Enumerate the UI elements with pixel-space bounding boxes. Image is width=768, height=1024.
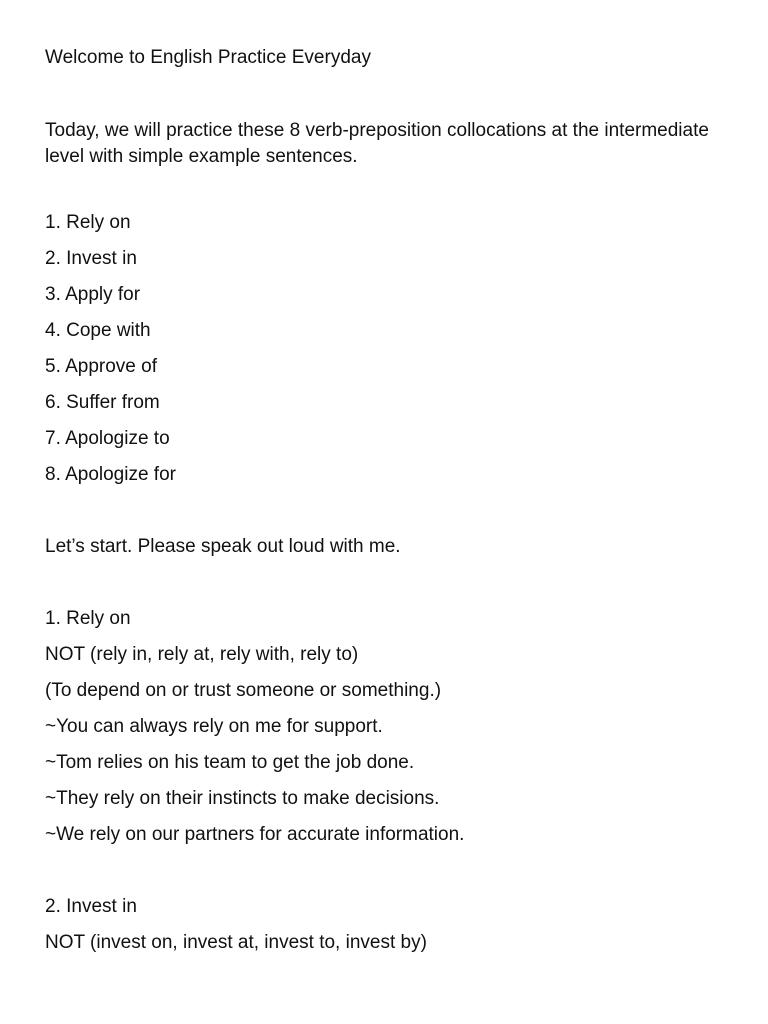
not-line: NOT (invest on, invest at, invest to, invest by) (45, 932, 427, 953)
list-item: 1. Rely on (45, 212, 131, 233)
collocation-list (45, 205, 735, 493)
example-sentence: ~You can always rely on me for support. (45, 716, 383, 737)
example-sentence: ~We rely on our partners for accurate information. (45, 824, 465, 845)
section-invest-in (45, 889, 735, 961)
list-item: 2. Invest in (45, 248, 137, 269)
list-item: 5. Approve of (45, 356, 157, 377)
section-heading: 1. Rely on (45, 608, 131, 629)
list-item: 6. Suffer from (45, 392, 160, 413)
example-sentence: ~They rely on their instincts to make decisions. (45, 788, 440, 809)
list-item: 8. Apologize for (45, 464, 176, 485)
start-instruction: Let’s start. Please speak out loud with me. (45, 536, 401, 557)
document-page (45, 44, 735, 961)
example-sentence: ~Tom relies on his team to get the job done. (45, 752, 415, 773)
intro-paragraph: Today, we will practice these 8 verb-preposition collocations at the intermediate level with simple example sentences. (45, 120, 709, 167)
list-item: 3. Apply for (45, 284, 141, 305)
section-heading: 2. Invest in (45, 896, 137, 917)
list-item: 7. Apologize to (45, 428, 170, 449)
document-title: Welcome to English Practice Everyday (45, 47, 371, 68)
list-item: 4. Cope with (45, 320, 151, 341)
definition-line: (To depend on or trust someone or something.) (45, 680, 442, 701)
not-line: NOT (rely in, rely at, rely with, rely to) (45, 644, 359, 665)
section-rely-on (45, 601, 735, 853)
